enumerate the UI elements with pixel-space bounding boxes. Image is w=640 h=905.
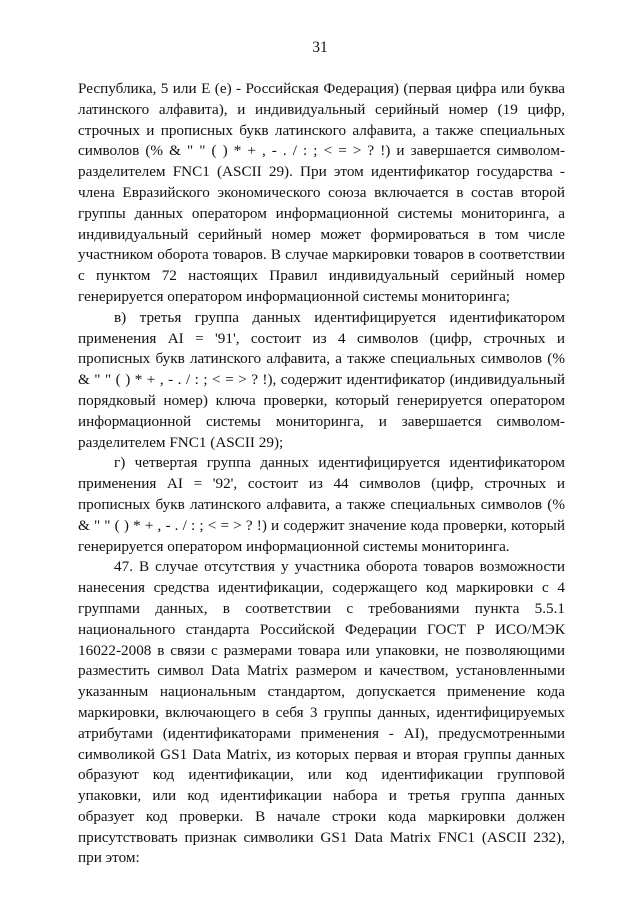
paragraph-item-g: г) четвертая группа данных идентифицируется идентификатором применения AI = '92', состоит из 44 символов (цифр, строчных и прописных букв латинского алфавита, а также специальных символов (% & " " ( ) * + , - . / : ; < = > ? !) и содержит значение кода проверки, который генерируется оператором информационной системы мониторинга. bbox=[78, 454, 565, 555]
paragraph-item-v: в) третья группа данных идентифицируется идентификатором применения AI = '91', состоит из 4 символов (цифр, строчных и прописных букв латинского алфавита, а также специальных символов (% & " " ( ) * + , - . / : ; < = > ? !), содержит идентификатор (индивидуальный порядковый номер) ключа проверки, который генерируется оператором информационной системы мониторинга, и завершается символом-разделителем FNC1 (ASCII 29); bbox=[78, 308, 565, 451]
paragraph-47: 47. В случае отсутствия у участника оборота товаров возможности нанесения средства идентификации, содержащего код маркировки с 4 группами данных, в соответствии с требованиями пункта 5.5.1 национального стандарта Российской Федерации ГОСТ Р ИСО/МЭК 16022-2008 в связи с размерами товара или упаковки, не позволяющими разместить символ Data Matrix размером и качеством, установленными указанным национальным стандартом, допускается применение кода маркировки, включающего в себя 3 группы данных, идентифицируемых атрибутами (идентификаторами применения - AI), предусмотренными символикой GS1 Data Matrix, из которых первая и вторая группы данных образуют код идентификации, или код идентификации групповой упаковки, или код идентификации набора и третья группа данных образует код проверки. В начале строки кода маркировки должен присутствовать признак символики GS1 Data Matrix FNC1 (ASCII 232), при этом: bbox=[78, 558, 565, 867]
document-body bbox=[78, 79, 565, 869]
paragraph-continuation: Республика, 5 или Е (е) - Российская Федерация) (первая цифра или буква латинского алфавита), и индивидуальный серийный номер (19 цифр, строчных и прописных букв латинского алфавита, а также специальных символов (% & " " ( ) * + , - . / : ; < = > ? !) и завершается символом-разделителем FNC1 (ASCII 29). При этом идентификатор государства - члена Евразийского экономического союза включается в состав второй группы данных оператором информационной системы мониторинга, а индивидуальный серийный номер может формироваться в том числе участником оборота товаров. В случае маркировки товаров в соответствии с пунктом 72 настоящих Правил индивидуальный серийный номер генерируется оператором информационной системы мониторинга; bbox=[78, 80, 565, 305]
page-number: 31 bbox=[312, 39, 328, 56]
